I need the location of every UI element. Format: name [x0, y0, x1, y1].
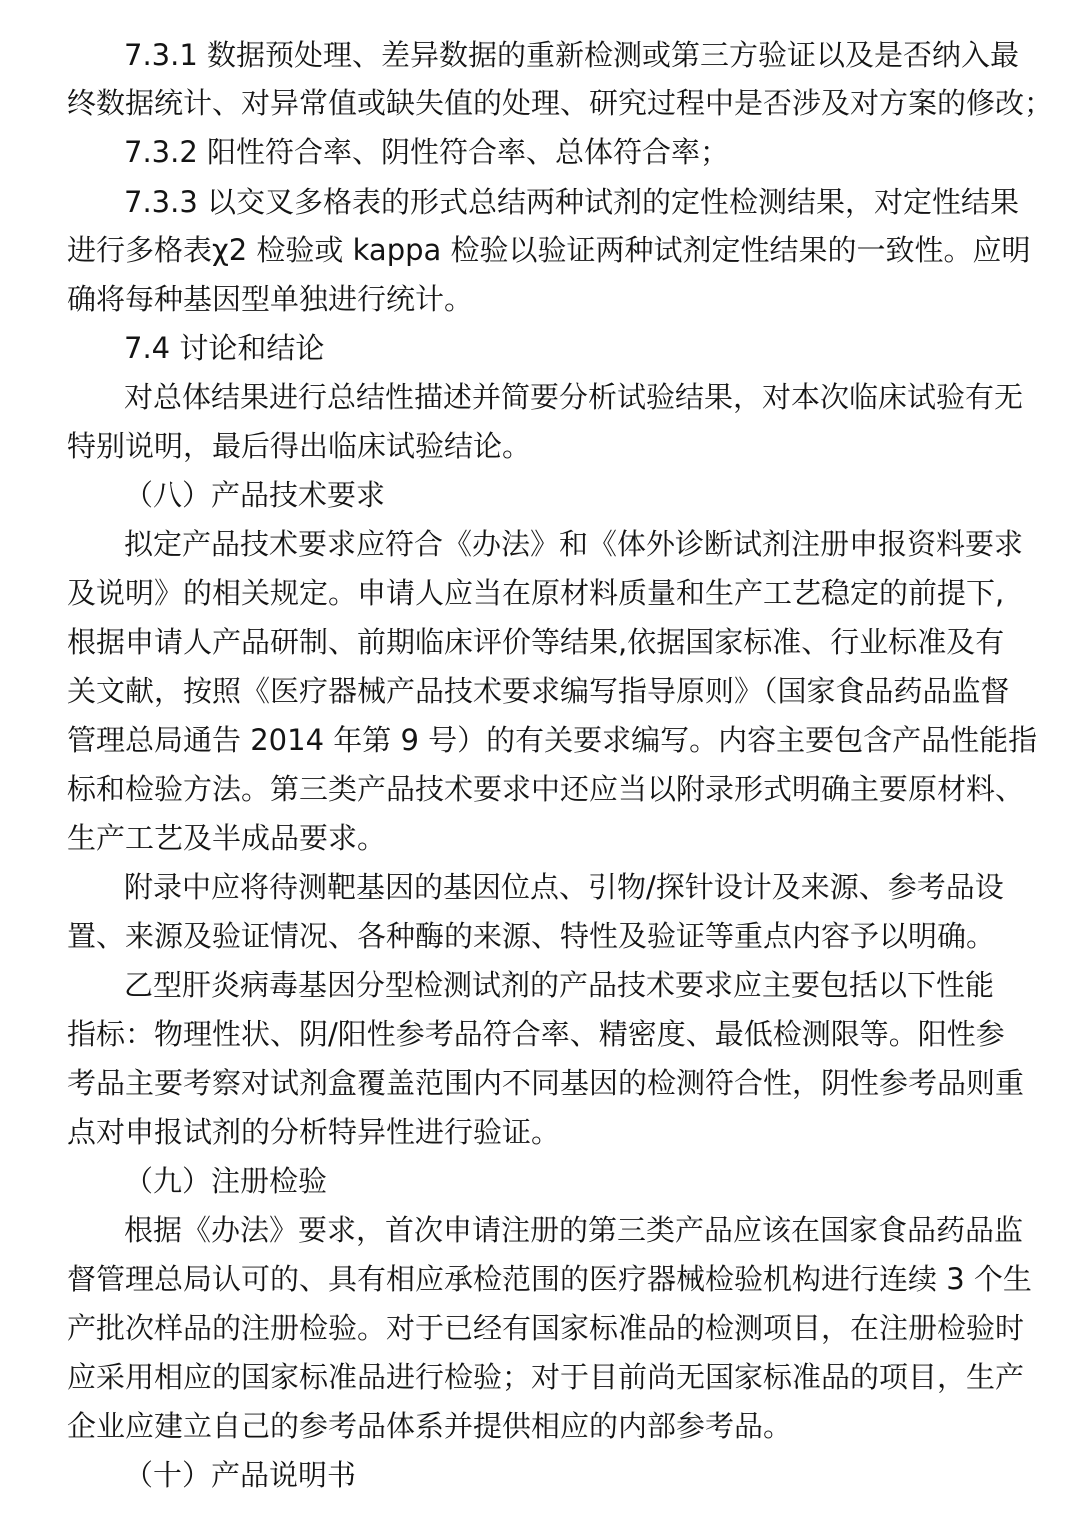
text-line-17: 生产工艺及半成品要求。	[67, 821, 387, 855]
text-line-29: 企业应建立自己的参考品体系并提供相应的内部参考品。	[67, 1409, 793, 1443]
text-line-3: 7.3.2 阳性符合率、阴性符合率、总体符合率；	[124, 135, 730, 169]
text-line-4: 7.3.3 以交叉多格表的形式总结两种试剂的定性检测结果，对定性结果	[124, 185, 1020, 219]
text-line-20: 乙型肝炎病毒基因分型检测试剂的产品技术要求应主要包括以下性能	[124, 968, 995, 1002]
text-line-6: 确将每种基因型单独进行统计。	[67, 282, 474, 316]
text-line-2: 终数据统计、对异常值或缺失值的处理、研究过程中是否涉及对方案的修改；	[67, 86, 1054, 120]
text-line-22: 考品主要考察对试剂盒覆盖范围内不同基因的检测符合性，阴性参考品则重	[67, 1066, 1025, 1100]
text-line-14: 关文献，按照《医疗器械产品技术要求编写指导原则》（国家食品药品监督	[67, 674, 1010, 708]
text-line-1: 7.3.1 数据预处理、差异数据的重新检测或第三方验证以及是否纳入最	[124, 38, 1020, 72]
text-line-21: 指标：物理性状、阴/阳性参考品符合率、精密度、最低检测限等。阳性参	[67, 1017, 1005, 1051]
text-line-8: 对总体结果进行总结性描述并简要分析试验结果，对本次临床试验有无	[124, 380, 1024, 414]
text-line-25: 根据《办法》要求，首次申请注册的第三类产品应该在国家食品药品监	[124, 1213, 1024, 1247]
text-line-12: 及说明》的相关规定。申请人应当在原材料质量和生产工艺稳定的前提下,	[67, 576, 1005, 610]
section-heading-9: （九）注册检验	[124, 1164, 328, 1198]
text-line-13: 根据申请人产品研制、前期临床评价等结果,依据国家标准、行业标准及有	[67, 625, 1005, 659]
text-line-15: 管理总局通告 2014 年第 9 号）的有关要求编写。内容主要包含产品性能指	[67, 723, 1038, 757]
text-line-26: 督管理总局认可的、具有相应承检范围的医疗器械检验机构进行连续 3 个生	[67, 1262, 1032, 1296]
text-line-19: 置、来源及验证情况、各种酶的来源、特性及验证等重点内容予以明确。	[67, 919, 996, 953]
text-line-28: 应采用相应的国家标准品进行检验；对于目前尚无国家标准品的项目，生产	[67, 1360, 1025, 1394]
text-line-23: 点对申报试剂的分析特异性进行验证。	[67, 1115, 561, 1149]
text-line-16: 标和检验方法。第三类产品技术要求中还应当以附录形式明确主要原材料、	[67, 772, 1025, 806]
section-heading-8: （八）产品技术要求	[124, 478, 386, 512]
section-heading-7-4: 7.4 讨论和结论	[124, 331, 325, 365]
text-line-5: 进行多格表χ2 检验或 kappa 检验以验证两种试剂定性结果的一致性。应明	[67, 233, 1031, 267]
text-line-9: 特别说明，最后得出临床试验结论。	[67, 429, 532, 463]
text-line-27: 产批次样品的注册检验。对于已经有国家标准品的检测项目，在注册检验时	[67, 1311, 1025, 1345]
text-line-18: 附录中应将待测靶基因的基因位点、引物/探针设计及来源、参考品设	[124, 870, 1004, 904]
text-line-11: 拟定产品技术要求应符合《办法》和《体外诊断试剂注册申报资料要求	[124, 527, 1024, 561]
section-heading-10: （十）产品说明书	[124, 1458, 357, 1492]
